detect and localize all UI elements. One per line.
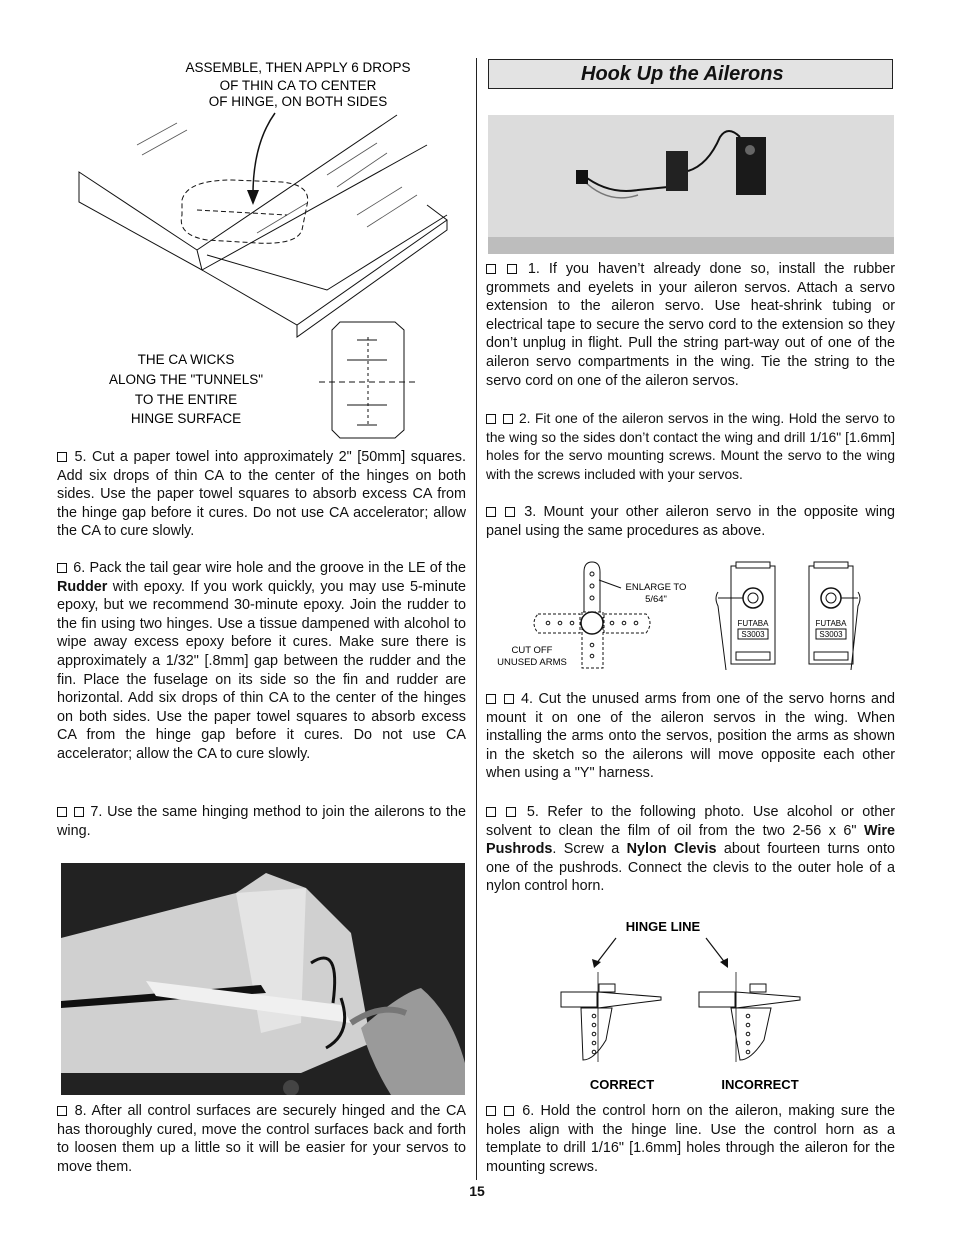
servo-model-2: S3003	[819, 630, 843, 639]
incorrect-label: INCORRECT	[721, 1077, 799, 1092]
checkbox-icon[interactable]	[503, 414, 513, 424]
hinge-line-label: HINGE LINE	[625, 919, 701, 934]
hinge-top-label-2: OF THIN CA TO CENTER	[219, 78, 377, 93]
servo-brand-1: FUTABA	[737, 619, 769, 628]
control-horn-diagram	[486, 912, 895, 1097]
step-1-right: 1. If you haven’t already done so, install the rubber grommets and eyelets in your aileron servos. Attach a servo extension to the aileron servo. Use heat-shrink tubing or electrical tape to secure the servo cord to the extension so they don’t unplug in flight. Pull the string part-way out of one of the aileron servo compartments in the wing. Tie the string to the servo cord on one of the aileron servos.	[486, 261, 896, 389]
servo-brand-2: FUTABA	[815, 619, 847, 628]
servo-horn-diagram	[486, 560, 895, 672]
enlarge-label-2: 5/64"	[645, 594, 667, 605]
servo-extension-photo	[488, 115, 894, 254]
cutoff-label-1: CUT OFF	[511, 645, 553, 656]
hinge-top-label-1: ASSEMBLE, THEN APPLY 6 DROPS	[185, 60, 411, 75]
step-6-right: 6. Hold the control horn on the aileron, making sure the holes align with the hinge line. Use the control horn as a template to drill 1/16" [1.6mm] holes through the aileron for the mounting screws.	[486, 1103, 895, 1175]
wick-label-1: THE CA WICKS	[137, 352, 235, 367]
step-8-left: 8. After all control surfaces are securely hinged and the CA has thoroughly cured, move the control surfaces back and forth to loosen them up a little so it will be easier for your servos to move them.	[57, 1103, 466, 1175]
checkbox-icon[interactable]	[507, 264, 517, 274]
hinge-top-label-3: OF HINGE, ON BOTH SIDES	[208, 94, 388, 109]
checkbox-icon[interactable]	[74, 807, 84, 817]
section-title: Hook Up the Ailerons	[581, 63, 784, 85]
checkbox-icon[interactable]	[486, 694, 496, 704]
checkbox-icon[interactable]	[505, 507, 515, 517]
cutoff-label-2: UNUSED ARMS	[497, 657, 567, 668]
checkbox-icon[interactable]	[486, 1106, 496, 1116]
section-header	[488, 59, 893, 89]
checkbox-icon[interactable]	[504, 1106, 514, 1116]
column-divider	[476, 58, 477, 1180]
page-number: 15	[469, 1183, 485, 1199]
checkbox-icon[interactable]	[486, 807, 496, 817]
step-6-left: 6. Pack the tail gear wire hole and the groove in the LE of the Rudder with epoxy. If you work quickly, you may use 5-minute epoxy, but we recommend 30-minute epoxy. Join the rudder to the fin using two hinges. Use a tissue dampened with alcohol to wipe away excess epoxy before it cures. Make sure there is approximately a 1/32" [.8mm] gap between the rudder and the fin. Place the fuselage on its side so the fin and rudder are horizontal. Add six drops of thin CA to the center of the hinges on both sides. Use the paper towel squares to absorb excess CA from the hinge gap before it cures. Do not use CA accelerator; allow the CA to cure slowly.	[57, 560, 466, 762]
checkbox-icon[interactable]	[57, 563, 67, 573]
rudder-hinge-photo	[61, 863, 465, 1095]
checkbox-icon[interactable]	[57, 1106, 67, 1116]
checkbox-icon[interactable]	[504, 694, 514, 704]
step-5-right: 5. Refer to the following photo. Use alcohol or other solvent to clean the film of oil from the two 2-56 x 6" Wire Pushrods. Screw a Nylon Clevis about fourteen turns onto one of the pushrods. Connect the clevis to the outer hole of a nylon control horn.	[486, 804, 896, 895]
step-4-right: 4. Cut the unused arms from one of the servo horns and mount it on one of the aileron servos in the wing. When installing the arms onto the servos, position the arms as shown in the sketch so the ailerons will move opposite each other when using a "Y" harness.	[486, 691, 895, 782]
servo-model-1: S3003	[741, 630, 765, 639]
wick-label-2: ALONG THE "TUNNELS"	[108, 372, 264, 387]
wick-label-4: HINGE SURFACE	[130, 411, 242, 426]
checkbox-icon[interactable]	[506, 807, 516, 817]
checkbox-icon[interactable]	[486, 414, 496, 424]
enlarge-label-1: ENLARGE TO	[625, 582, 687, 593]
step-5-left: 5. Cut a paper towel into approximately 2" [50mm] squares. Add six drops of thin CA to the center of the hinges on both sides. Use the paper towel squares to absorb excess CA from the hinge gap before it cures. Do not use CA accelerator; allow the CA to cure slowly.	[57, 449, 466, 540]
checkbox-icon[interactable]	[57, 807, 67, 817]
checkbox-icon[interactable]	[486, 264, 496, 274]
step-3-right: 3. Mount your other aileron servo in the opposite wing panel using the same procedures as above.	[486, 504, 896, 539]
checkbox-icon[interactable]	[486, 507, 496, 517]
correct-label: CORRECT	[589, 1077, 655, 1092]
hinge-diagram	[57, 55, 466, 440]
step-7-left: 7. Use the same hinging method to join the ailerons to the wing.	[57, 804, 466, 839]
checkbox-icon[interactable]	[57, 452, 67, 462]
wick-label-3: TO THE ENTIRE	[134, 392, 238, 407]
step-2-right: 2. Fit one of the aileron servos in the wing. Hold the servo to the wing so the sides don’t contact the wing and drill 1/16" [1.6mm] holes for the servo mounting screws. Mount the servo to the wing with the screws included with your servos.	[486, 411, 895, 482]
